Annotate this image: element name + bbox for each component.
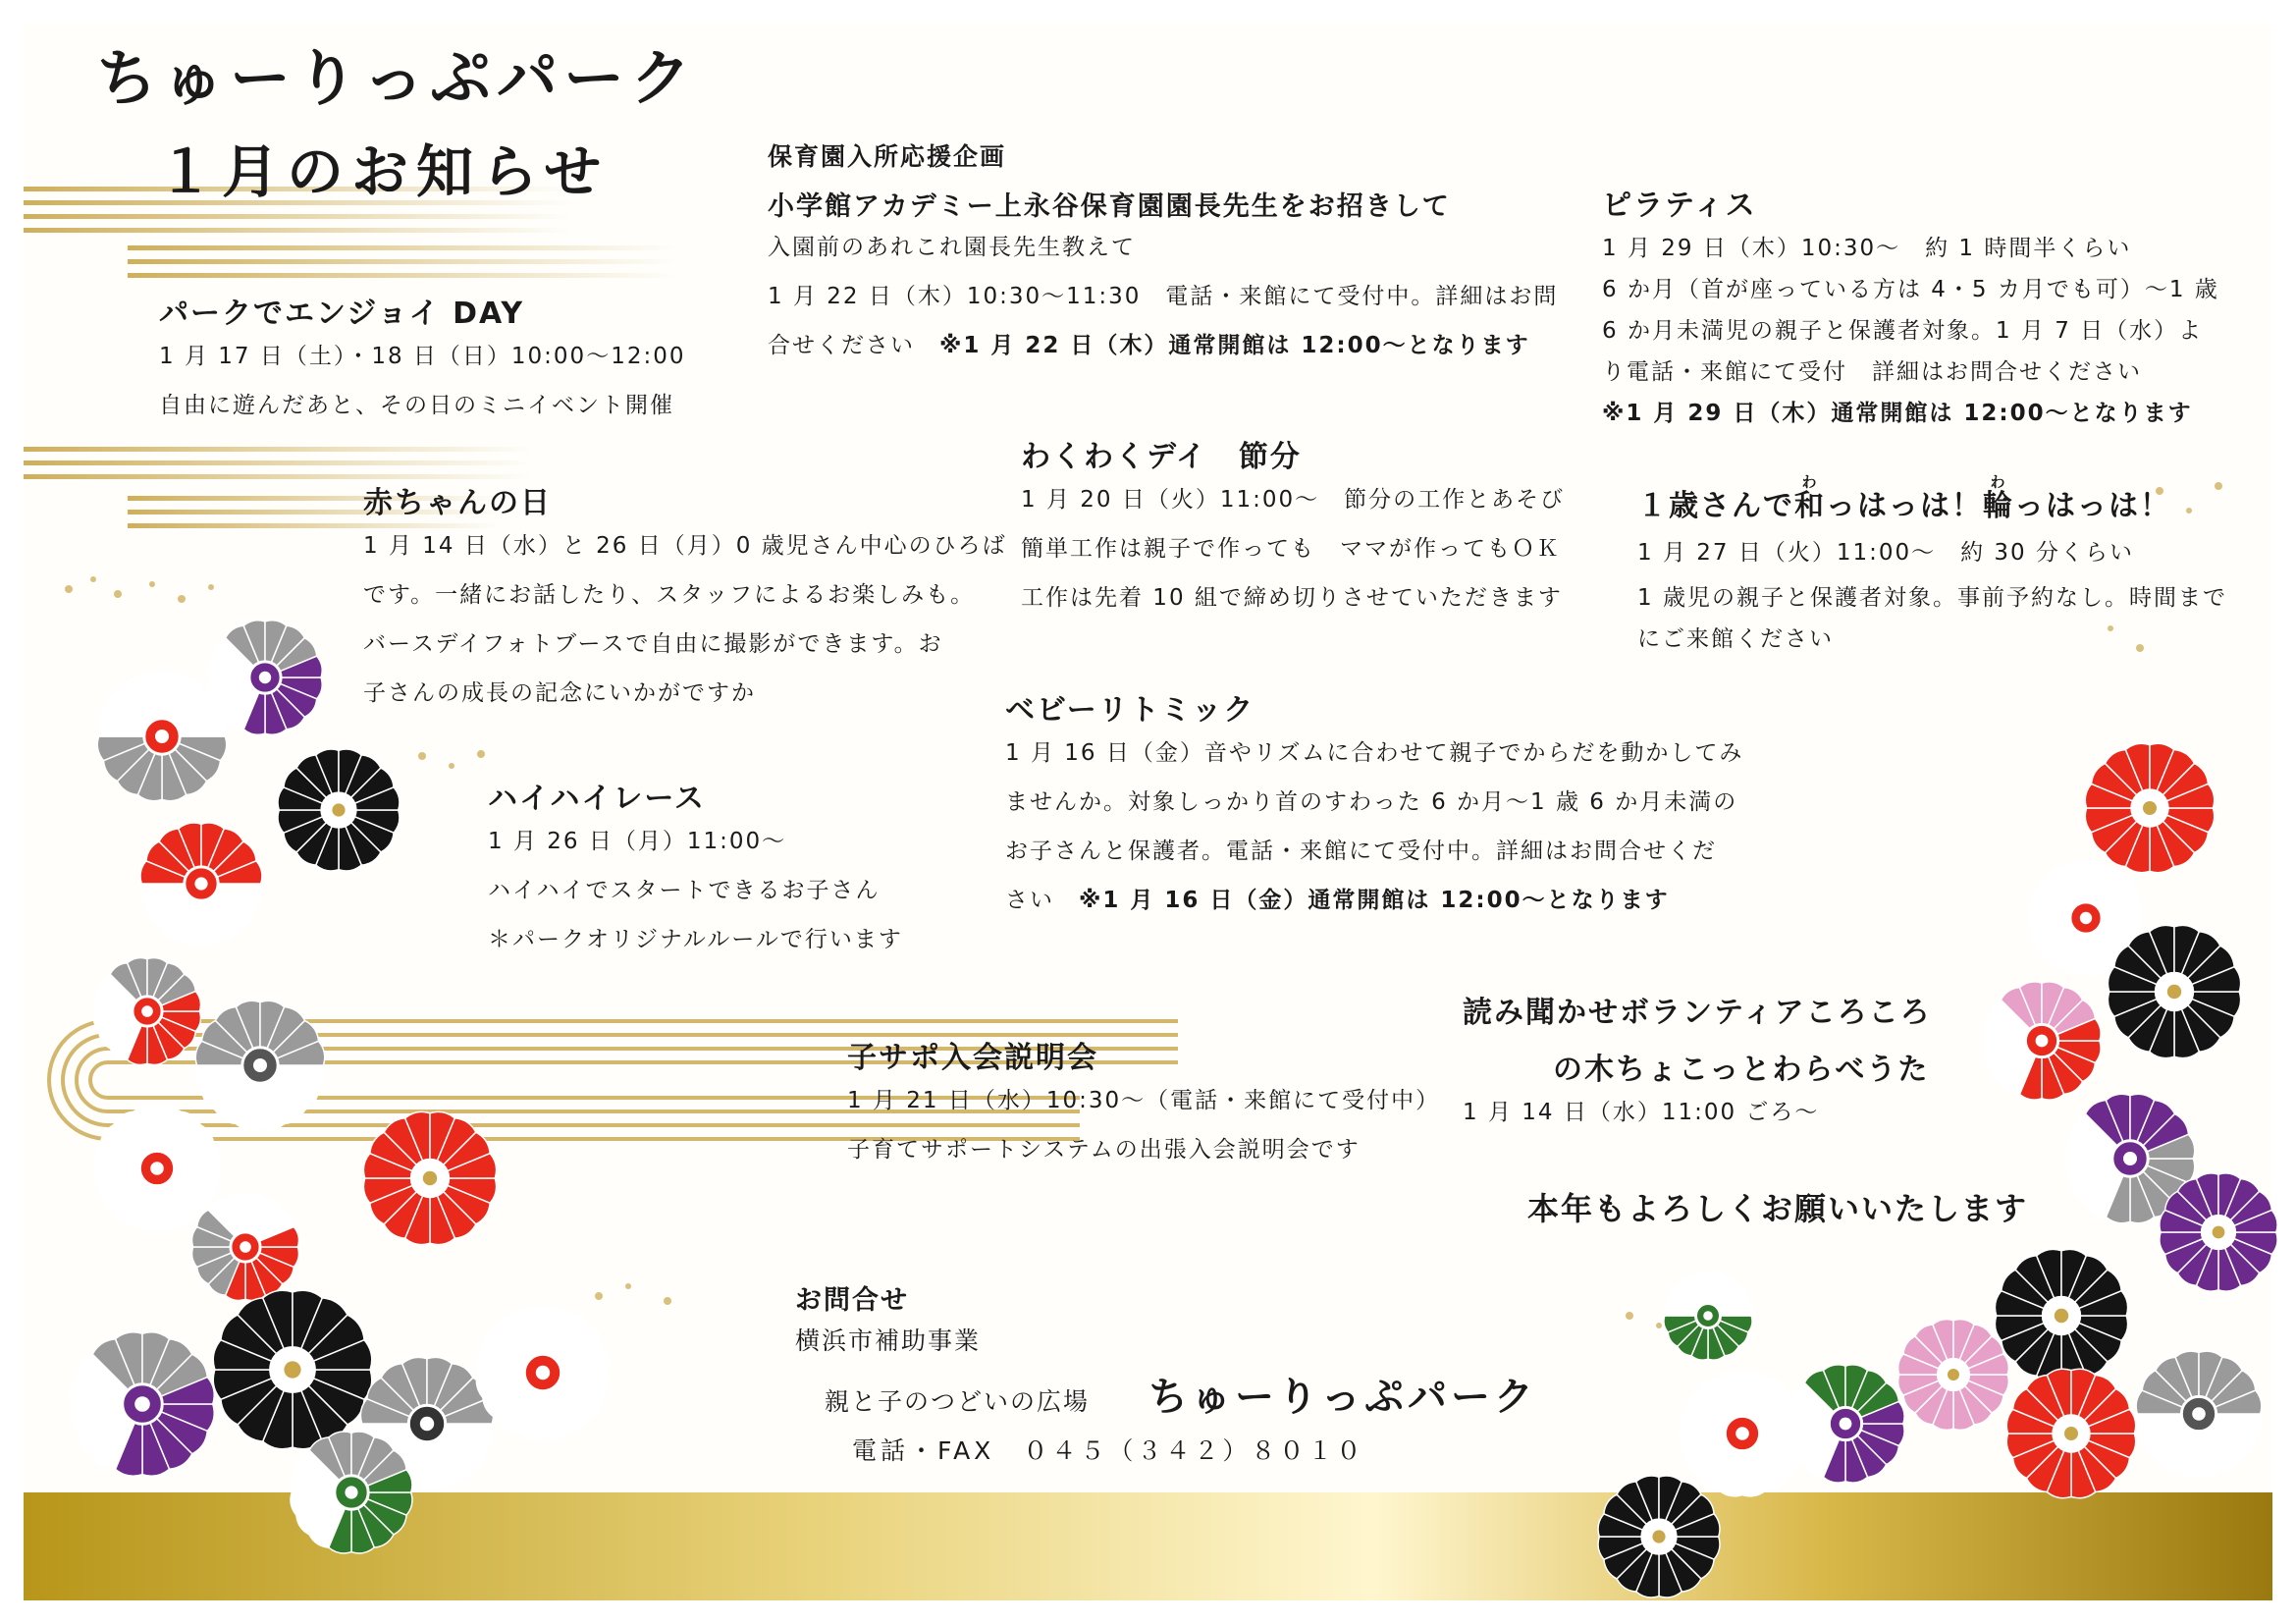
- event-reading: [1463, 988, 1932, 1137]
- event-line: 自由に遊んだあと、その日のミニイベント開催: [159, 393, 674, 418]
- event-line: 6 か月未満児の親子と保護者対象。1 月 7 日（水）よ: [1602, 318, 2204, 344]
- event-haihai-race: [488, 774, 903, 964]
- event-line: [768, 321, 1558, 370]
- ruby-wa-2: 輪わ: [1983, 473, 2014, 523]
- event-line: 1 月 14 日（水）と 26 日（月）0 歳児さん中心のひろば: [363, 533, 1007, 559]
- chrysanthemum-icon: [195, 1001, 324, 1129]
- event-title: わくわくデイ 節分: [1021, 440, 1302, 474]
- event-title: 保育園入所応援企画: [768, 142, 1007, 171]
- event-line: 子さんの成長の記念にいかがですか: [363, 680, 756, 706]
- event-line: 1 月 29 日（木）10:30～ 約 1 時間半くらい: [1602, 236, 2132, 261]
- chrysanthemum-icon: [140, 823, 262, 945]
- event-line: 簡単工作は親子で作っても ママが作ってもＯＫ: [1021, 536, 1561, 562]
- chrysanthemum-icon: [2108, 925, 2240, 1057]
- event-title-part: っはっは！: [1826, 489, 1983, 523]
- event-line: 1 月 16 日（金）音やリズムに合わせて親子でからだを動かしてみ: [1005, 740, 1744, 766]
- chrysanthemum-icon: [291, 1432, 412, 1553]
- event-line: [1005, 876, 1743, 925]
- event-notice: ※1 月 29 日（木）通常開館は 12:00～となります: [1602, 401, 2193, 426]
- chrysanthemum-icon: [2006, 1369, 2135, 1497]
- event-line: 入園前のあれこれ園長先生教えて: [768, 235, 1136, 260]
- contact-block: [795, 1278, 1537, 1476]
- event-baby-rhythmic: [1005, 685, 1743, 925]
- event-line-plain: 合せください: [768, 333, 939, 358]
- event-enjoy-day: [159, 289, 685, 430]
- event-line: ＊パークオリジナルルールで行います: [488, 927, 903, 952]
- chrysanthemum-icon: [1664, 1272, 1752, 1360]
- event-line: り電話・来館にて受付 詳細はお問合せください: [1602, 359, 2142, 385]
- chrysanthemum-icon: [71, 1332, 215, 1477]
- event-line: お子さんと保護者。電話・来館にて受付中。詳細はお問合せくだ: [1005, 839, 1717, 864]
- event-nursery: [768, 137, 1558, 370]
- event-line: 1 月 21 日（水）10:30～（電話・来館にて受付中）: [847, 1088, 1441, 1113]
- chrysanthemum-icon: [1598, 1476, 1720, 1597]
- event-title-part: １歳さんで: [1637, 489, 1794, 523]
- event-line: にご来館ください: [1637, 626, 1834, 652]
- chrysanthemum-icon: [94, 958, 201, 1065]
- event-title: 子サポ入会説明会: [847, 1041, 1098, 1075]
- contact-line: 横浜市補助事業: [795, 1326, 982, 1355]
- event-line: ハイハイでスタートできるお子さん: [488, 878, 881, 903]
- chrysanthemum-icon: [2085, 743, 2214, 872]
- chrysanthemum-icon: [2136, 1351, 2262, 1477]
- event-line: です。一緒にお話したり、スタッフによるお楽しみも。: [363, 582, 976, 608]
- contact-org-name: ちゅーりっぷパーク: [1148, 1375, 1538, 1420]
- event-title: ハイハイレース: [488, 782, 706, 816]
- event-pilates: [1602, 181, 2219, 434]
- event-wahha: [1637, 473, 2227, 660]
- ruby-wa-1: 和わ: [1794, 473, 1826, 523]
- event-line: 1 月 17 日（土）・18 日（日）10:00～12:00: [159, 344, 686, 369]
- event-line: 1 月 27 日（火）11:00～ 約 30 分くらい: [1637, 540, 2135, 566]
- event-line: 1 月 22 日（木）10:30～11:30 電話・来館にて受付中。詳細はお問: [768, 284, 1559, 309]
- chrysanthemum-icon: [208, 621, 322, 734]
- event-line: ませんか。対象しっかり首のすわった 6 か月～1 歳 6 か月未満の: [1005, 789, 1738, 815]
- event-title: 赤ちゃんの日: [363, 486, 552, 520]
- chrysanthemum-icon: [363, 1111, 496, 1244]
- chrysanthemum-icon: [1995, 1249, 2127, 1381]
- chrysanthemum-icon: [1898, 1320, 2009, 1431]
- event-line: 1 歳児の親子と保護者対象。事前予約なし。時間まで: [1637, 585, 2227, 611]
- event-title-part: っはっは！: [2014, 489, 2171, 523]
- event-title: 読み聞かせボランティアころころ: [1463, 996, 1932, 1030]
- event-line: 1 月 20 日（火）11:00～ 節分の工作とあそび: [1021, 487, 1566, 513]
- event-line: 1 月 14 日（水）11:00 ごろ～: [1463, 1100, 1820, 1125]
- event-title: パークでエンジョイ DAY: [159, 297, 525, 331]
- chrysanthemum-icon: [97, 672, 226, 800]
- event-line: 6 か月（首が座っている方は 4・5 カ月でも可）～1 歳: [1602, 277, 2219, 302]
- event-kosapo: [847, 1033, 1440, 1174]
- event-line-plain: さい: [1005, 888, 1079, 913]
- contact-line: 親と子のつどいの広場: [825, 1387, 1091, 1416]
- contact-row: [825, 1366, 1537, 1427]
- event-title: [1637, 473, 2227, 524]
- event-subtitle: 小学館アカデミー上永谷保育園園長先生をお招きして: [768, 191, 1451, 222]
- event-line: 子育てサポートシステムの出張入会説明会です: [847, 1137, 1361, 1163]
- event-title: ベビーリトミック: [1005, 693, 1255, 728]
- chrysanthemum-icon: [2160, 1173, 2277, 1291]
- event-line: 工作は先着 10 組で締め切りさせていただきます: [1021, 585, 1563, 611]
- event-baby-day: [363, 478, 1007, 718]
- event-line: 1 月 26 日（月）11:00～: [488, 829, 787, 854]
- page-title: ちゅーりっぷパーク: [96, 42, 698, 114]
- new-year-greeting: 本年もよろしくお願いいたします: [1527, 1190, 2029, 1227]
- contact-label: お問合せ: [795, 1285, 909, 1316]
- event-title-cont: の木ちょこっとわらべうた: [1553, 1053, 1930, 1087]
- event-wakuwaku-day: [1021, 432, 1565, 623]
- chrysanthemum-icon: [192, 1194, 299, 1301]
- event-line: バースデイフォトブースで自由に撮影ができます。お: [363, 631, 943, 657]
- chrysanthemum-icon: [1983, 982, 2101, 1100]
- chrysanthemum-icon: [1787, 1365, 1904, 1483]
- event-title: ピラティス: [1602, 189, 1757, 223]
- chrysanthemum-icon: [94, 1106, 220, 1231]
- page-subtitle: １月のお知らせ: [157, 138, 610, 205]
- chrysanthemum-icon: [278, 749, 400, 871]
- event-notice: ※1 月 22 日（木）通常開館は 12:00～となります: [939, 333, 1530, 358]
- chrysanthemum-icon: [476, 1306, 609, 1438]
- contact-phone: 電話・FAX ０４５（３４２）８０１０: [852, 1436, 1365, 1465]
- event-notice: ※1 月 16 日（金）通常開館は 12:00～となります: [1079, 888, 1670, 913]
